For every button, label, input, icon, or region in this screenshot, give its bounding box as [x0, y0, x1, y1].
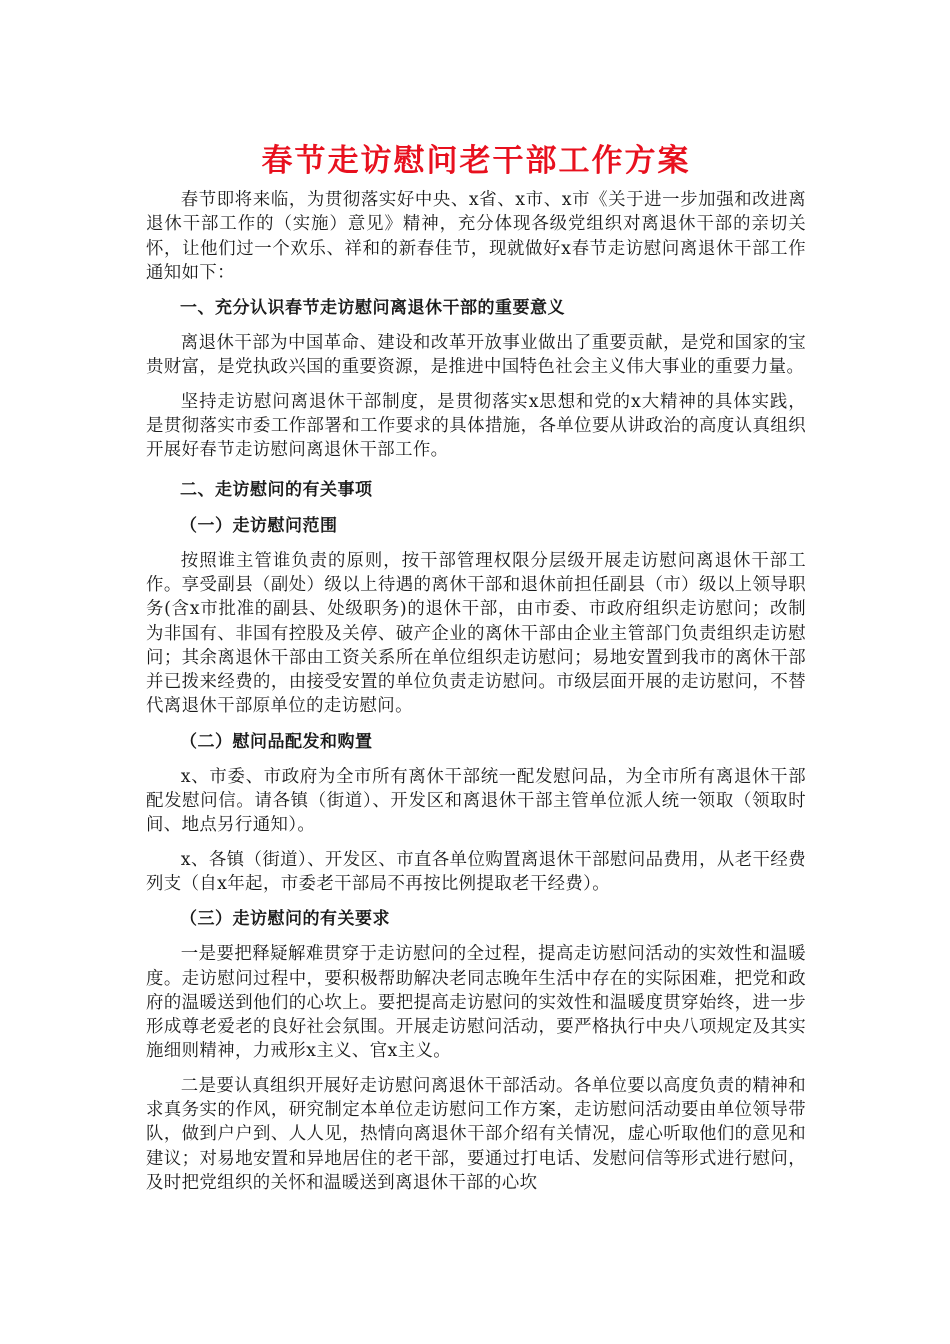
document-body — [146, 138, 806, 1205]
subsection-1-heading: （一）走访慰问范围 — [180, 515, 338, 536]
subsection-1-paragraph-1: 按照谁主管谁负责的原则，按干部管理权限分层级开展走访慰问离退休干部工作。享受副县（副处）级以上待遇的离休干部和退休前担任副县（市）级以上领导职务(含x市批准的副县、处级职务)的退休干部，由市委、市政府组织走访慰问；改制为非国有、非国有控股及关停、破产企业的离休干部由企业主管部门负责组织走访慰问；其余离退休干部由工资关系所在单位组织走访慰问；易地安置到我市的离休干部并已拨来经费的，由接受安置的单位负责走访慰问。市级层面开展的走访慰问，不替代离退休干部原单位的走访慰问。 — [146, 550, 806, 717]
subsection-3-heading: （三）走访慰问的有关要求 — [180, 909, 390, 930]
section-1-paragraph-2: 坚持走访慰问离退休干部制度，是贯彻落实x思想和党的x大精神的具体实践，是贯彻落实市委工作部署和工作要求的具体措施，各单位要从讲政治的高度认真组织开展好春节走访慰问离退休干部工作。 — [146, 391, 806, 461]
section-1-paragraph-1: 离退休干部为中国革命、建设和改革开放事业做出了重要贡献，是党和国家的宝贵财富，是党执政兴国的重要资源，是推进中国特色社会主义伟大事业的重要力量。 — [146, 333, 806, 378]
section-2-heading: 二、走访慰问的有关事项 — [180, 479, 373, 500]
subsection-2-heading: （二）慰问品配发和购置 — [180, 731, 373, 752]
intro-paragraph: 春节即将来临，为贯彻落实好中央、x省、x市、x市《关于进一步加强和改进离退休干部工作的（实施）意见》精神，充分体现各级党组织对离退休干部的亲切关怀，让他们过一个欢乐、祥和的新春佳节，现就做好x春节走访慰问离退休干部工作通知如下： — [146, 190, 806, 283]
document-title: 春节走访慰问老干部工作方案 — [261, 143, 691, 179]
subsection-2-paragraph-2: x、各镇（街道）、开发区、市直各单位购置离退休干部慰问品费用，从老干经费列支（自x年起，市委老干部局不再按比例提取老干经费）。 — [146, 849, 806, 894]
subsection-3-paragraph-1: 一是要把释疑解难贯穿于走访慰问的全过程，提高走访慰问活动的实效性和温暖度。走访慰问过程中，要积极帮助解决老同志晚年生活中存在的实际困难，把党和政府的温暖送到他们的心坎上。要把提高走访慰问的实效性和温暖度贯穿始终，进一步形成尊老爱老的良好社会氛围。开展走访慰问活动，要严格执行中央八项规定及其实施细则精神，力戒形x主义、官x主义。 — [146, 944, 806, 1062]
subsection-3-paragraph-2: 二是要认真组织开展好走访慰问离退休干部活动。各单位要以高度负责的精神和求真务实的作风，研究制定本单位走访慰问工作方案，走访慰问活动要由单位领导带队，做到户户到、人人见，热情向离退休干部介绍有关情况，虚心听取他们的意见和建议；对易地安置和异地居住的老干部，要通过打电话、发慰问信等形式进行慰问，及时把党组织的关怀和温暖送到离退休干部的心坎 — [146, 1075, 806, 1193]
subsection-2-paragraph-1: x、市委、市政府为全市所有离休干部统一配发慰问品，为全市所有离退休干部配发慰问信。请各镇（街道）、开发区和离退休干部主管单位派人统一领取（领取时间、地点另行通知）。 — [146, 766, 806, 836]
section-1-heading: 一、充分认识春节走访慰问离退休干部的重要意义 — [180, 298, 565, 319]
